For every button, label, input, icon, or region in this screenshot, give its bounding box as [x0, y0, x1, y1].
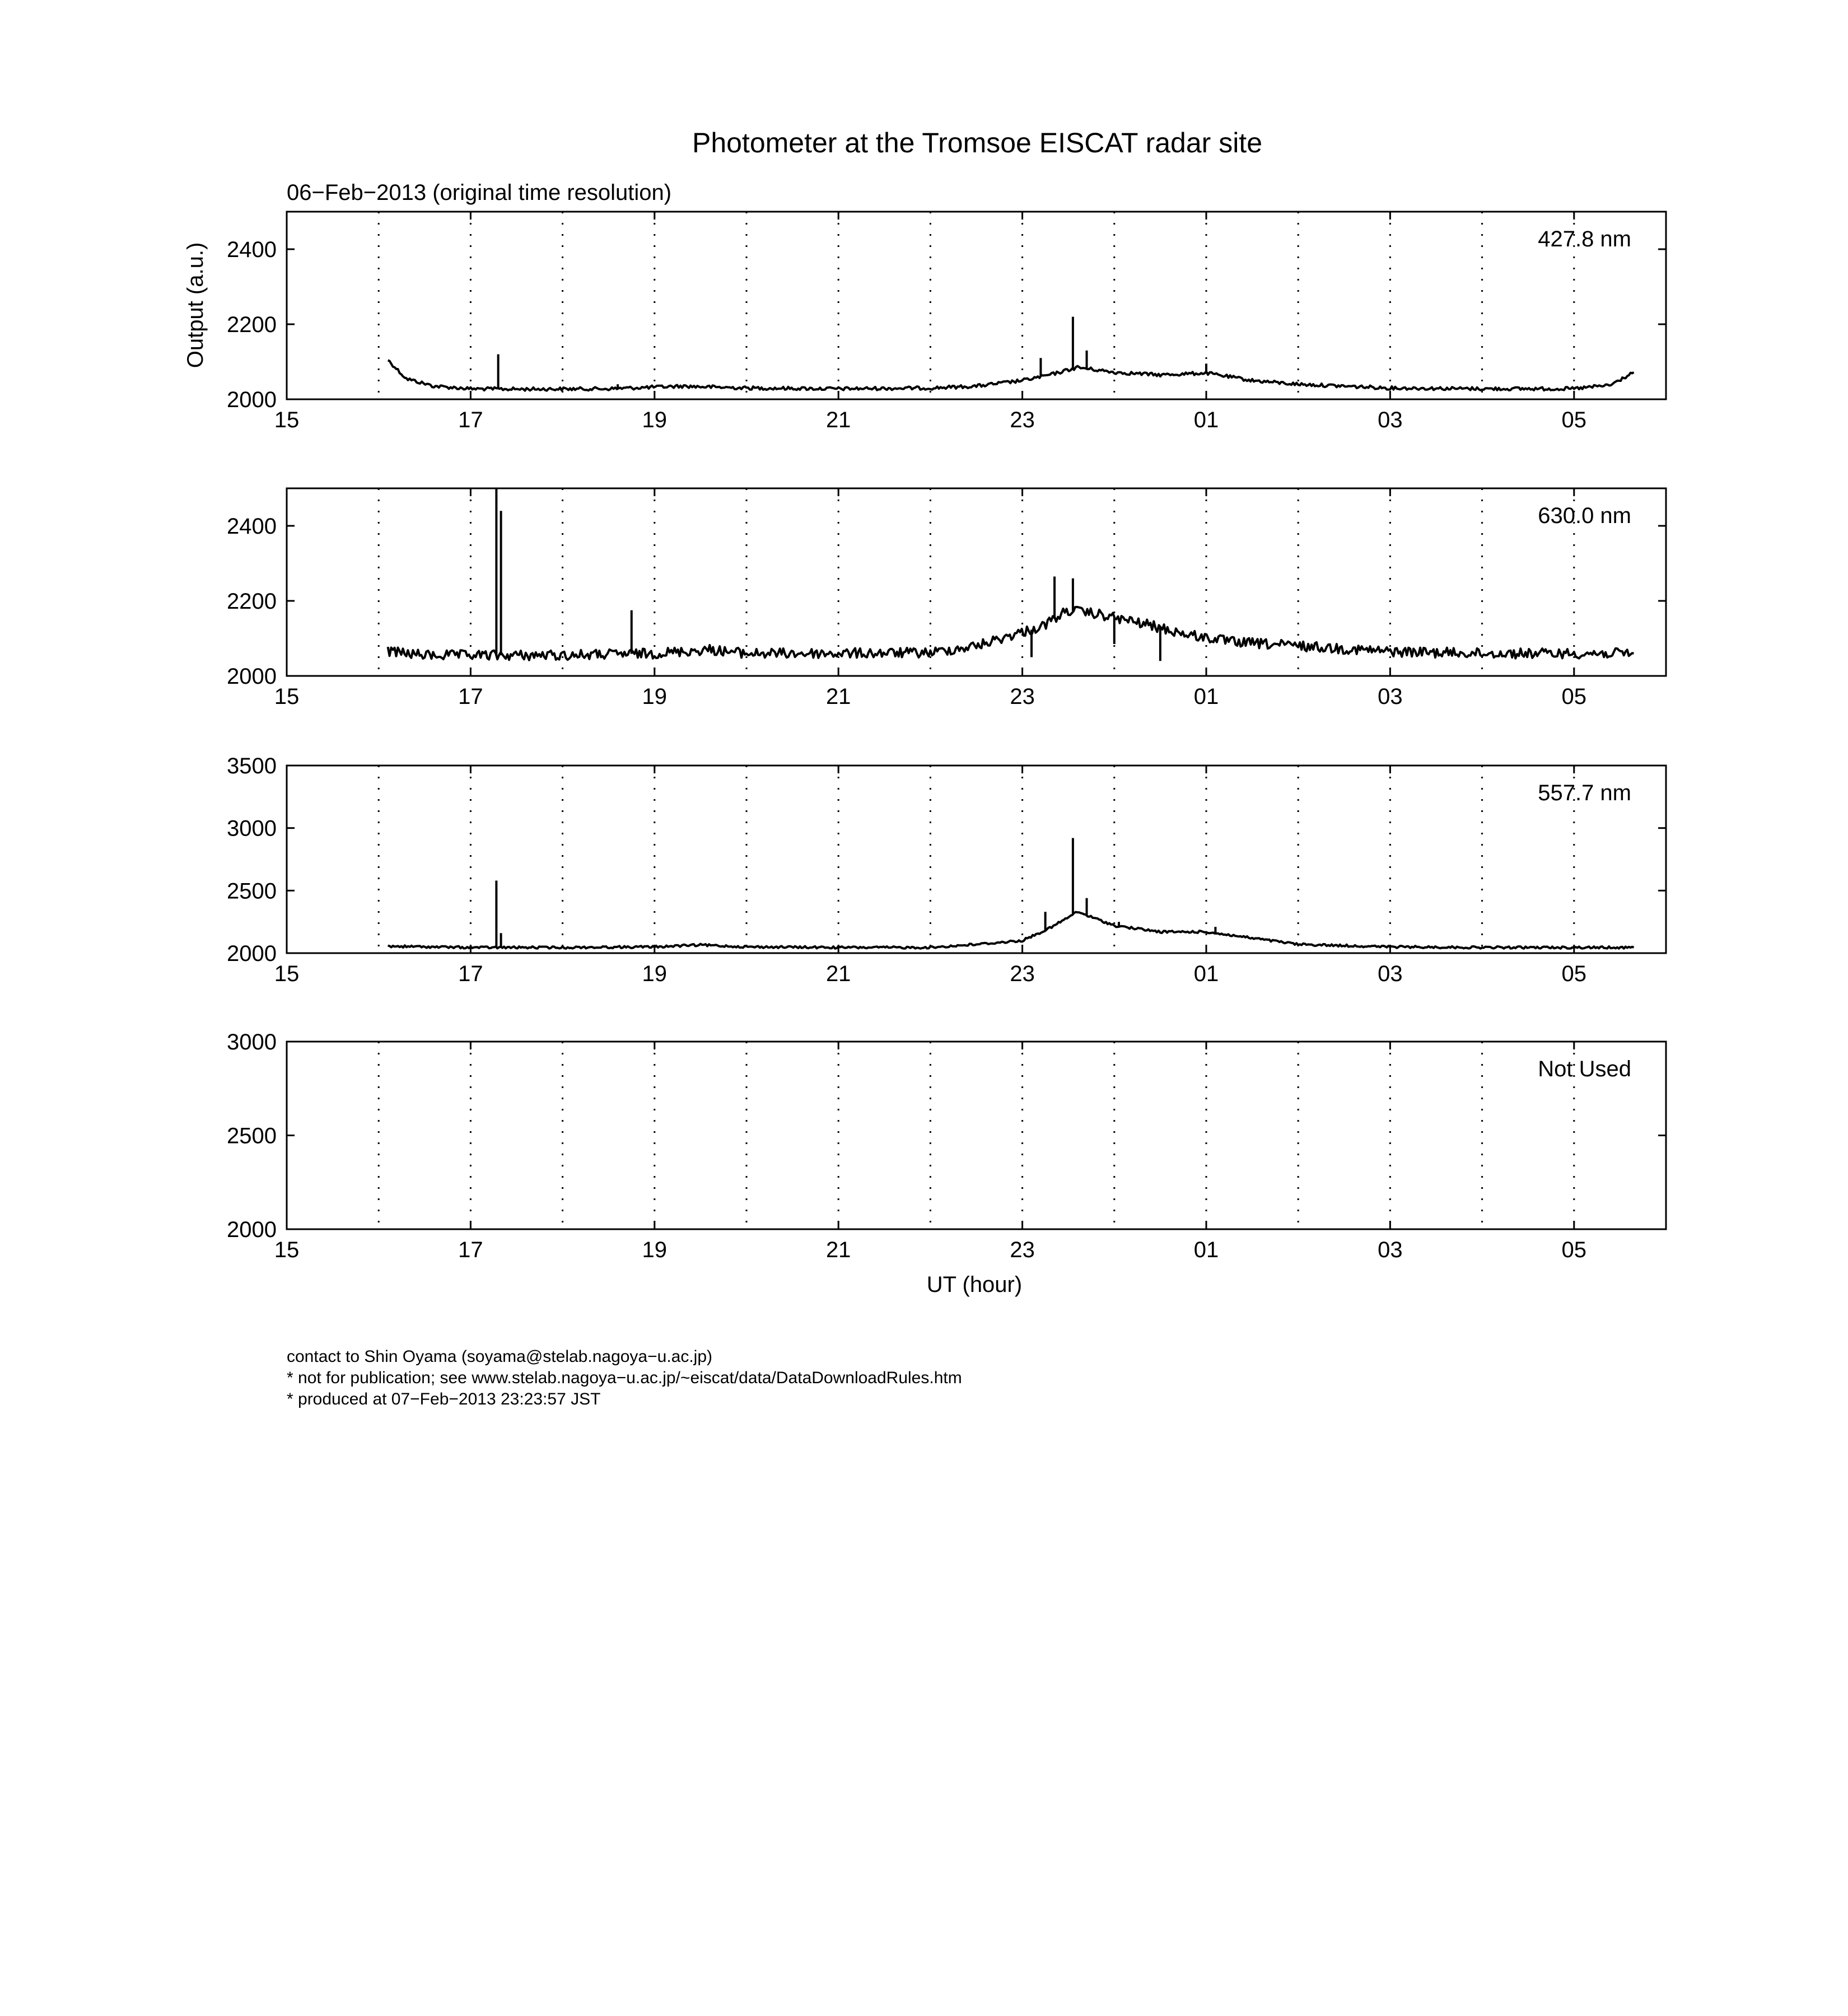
- panel-3-y-tick-label: 3500: [227, 754, 277, 778]
- panel-1-x-tick-label: 01: [1193, 408, 1219, 432]
- panel-label-630-0-nm: 630.0 nm: [1538, 503, 1631, 528]
- panel-2-x-tick-label: 23: [1010, 684, 1035, 709]
- footer-produced: * produced at 07−Feb−2013 23:23:57 JST: [287, 1390, 601, 1408]
- panel-4-x-tick-label: 15: [274, 1238, 300, 1262]
- panel-2-x-tick-label: 19: [642, 684, 668, 709]
- panel-3-y-tick-label: 2500: [227, 879, 277, 904]
- panel-3-x-tick-label: 21: [825, 962, 851, 986]
- panel-2-y-tick-label: 2200: [227, 589, 277, 614]
- panel-2-x-tick-label: 01: [1193, 684, 1219, 709]
- panel-4-y-tick-label: 2500: [227, 1123, 277, 1149]
- panel-3-x-tick-label: 01: [1193, 962, 1219, 986]
- figure-title: Photometer at the Tromsoe EISCAT radar site: [692, 127, 1263, 158]
- panel-4-x-tick-label: 01: [1193, 1238, 1219, 1262]
- panel-2-y-tick-label: 2400: [227, 514, 277, 539]
- footer-contact: contact to Shin Oyama (soyama@stelab.nagoya−u.ac.jp): [287, 1347, 713, 1366]
- panel-3-x-tick-label: 03: [1378, 962, 1403, 986]
- panel-1-x-tick-label: 05: [1561, 408, 1587, 432]
- panel-2-x-tick-label: 17: [458, 684, 483, 709]
- panel-1-y-tick-label: 2400: [227, 237, 277, 262]
- panel-3-x-tick-label: 05: [1561, 962, 1587, 986]
- panel-1-y-tick-label: 2000: [227, 388, 277, 412]
- x-axis-label: UT (hour): [926, 1272, 1023, 1297]
- panel-4-x-tick-label: 19: [642, 1238, 668, 1262]
- panel-4-x-tick-label: 21: [825, 1238, 851, 1262]
- panel-4-x-tick-label: 17: [458, 1238, 483, 1262]
- panel-4-y-tick-label: 2000: [227, 1217, 277, 1242]
- footer-rules: * not for publication; see www.stelab.nagoya−u.ac.jp/~eiscat/data/DataDownloadRules.htm: [287, 1369, 962, 1387]
- panel-1-y-tick-label: 2200: [227, 312, 277, 337]
- panel-1-x-tick-label: 17: [458, 408, 483, 432]
- panel-3-x-tick-label: 19: [642, 962, 668, 986]
- panel-2-x-tick-label: 15: [274, 684, 300, 709]
- panel-1-x-tick-label: 21: [825, 408, 851, 432]
- panel-1-x-tick-label: 15: [274, 408, 300, 432]
- panel-label-not-used: Not Used: [1538, 1057, 1631, 1081]
- figure-subtitle: 06−Feb−2013 (original time resolution): [287, 180, 672, 205]
- panel-1-x-tick-label: 19: [642, 408, 668, 432]
- panel-4-y-tick-label: 3000: [227, 1030, 277, 1054]
- panel-1-x-tick-label: 03: [1378, 408, 1403, 432]
- panel-3-y-tick-label: 2000: [227, 941, 277, 966]
- panel-4-x-tick-label: 05: [1561, 1238, 1587, 1262]
- panel-2-x-tick-label: 03: [1378, 684, 1403, 709]
- panel-label-427-8-nm: 427.8 nm: [1538, 227, 1631, 251]
- panel-3-y-tick-label: 3000: [227, 816, 277, 841]
- panel-3-x-tick-label: 23: [1010, 962, 1035, 986]
- panel-label-557-7-nm: 557.7 nm: [1538, 781, 1631, 805]
- panel-2-y-tick-label: 2000: [227, 664, 277, 689]
- panel-3-x-tick-label: 15: [274, 962, 300, 986]
- panel-4-x-tick-label: 03: [1378, 1238, 1403, 1262]
- y-axis-label: Output (a.u.): [183, 242, 208, 368]
- panel-1-x-tick-label: 23: [1010, 408, 1035, 432]
- panel-2-x-tick-label: 05: [1561, 684, 1587, 709]
- panel-3-x-tick-label: 17: [458, 962, 483, 986]
- panel-2-x-tick-label: 21: [825, 684, 851, 709]
- panel-4-x-tick-label: 23: [1010, 1238, 1035, 1262]
